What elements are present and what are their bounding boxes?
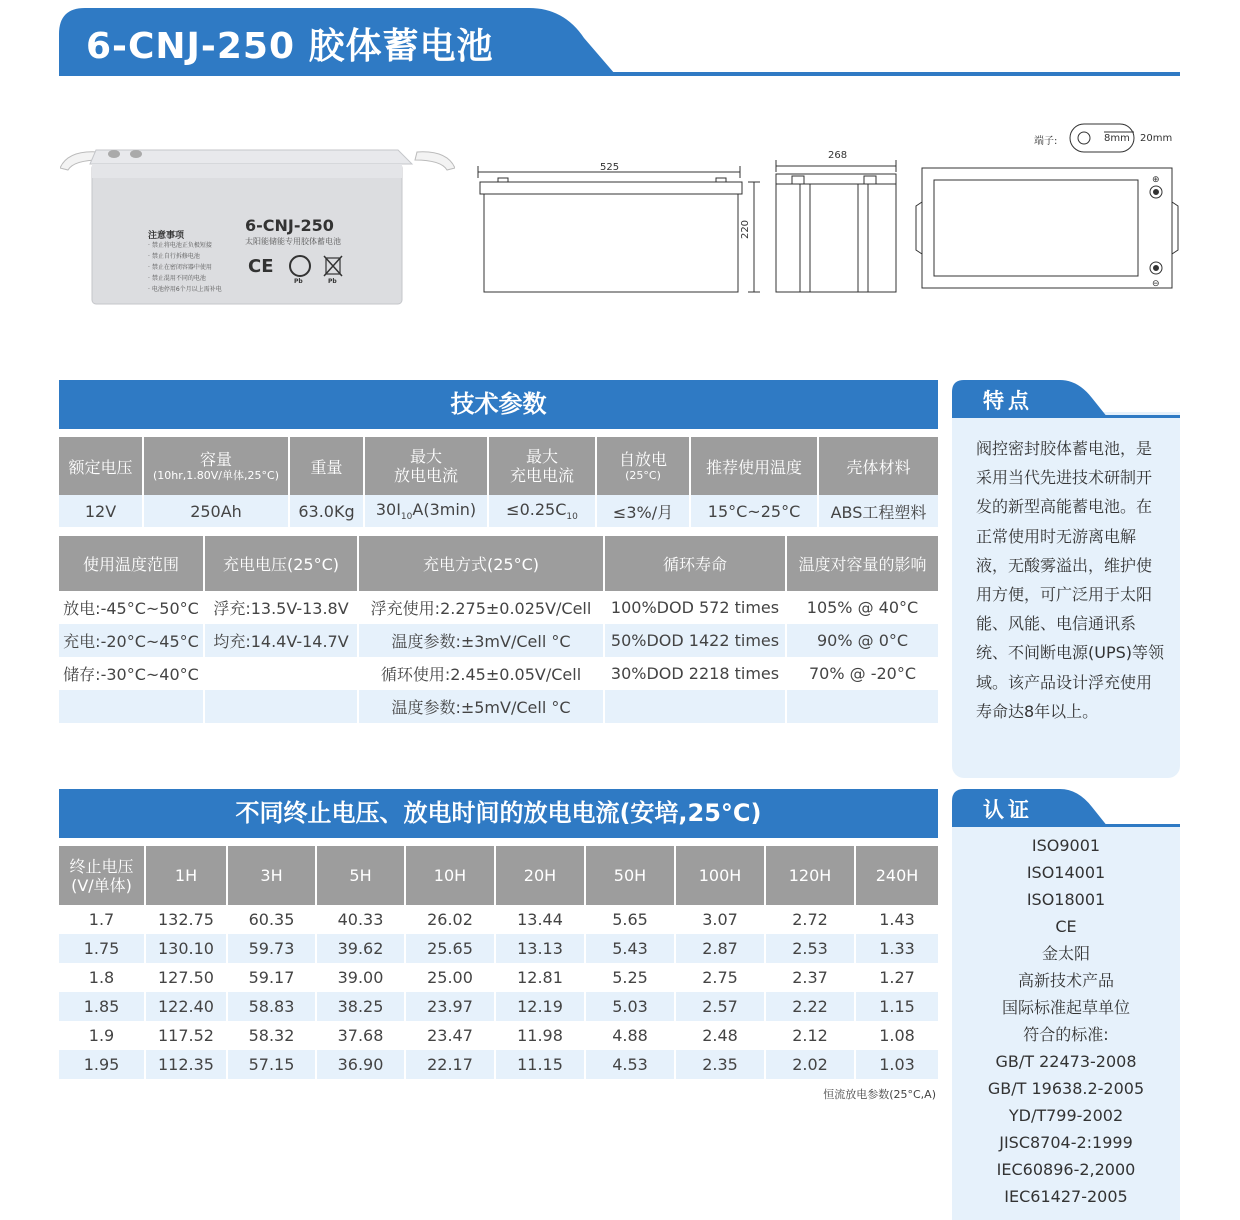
- tech-header-rec-temp: 推荐使用温度: [690, 437, 818, 495]
- discharge-cutoff-cell: 1.95: [59, 1050, 145, 1079]
- discharge-row: [59, 963, 938, 992]
- discharge-value-cell: 1.43: [879, 910, 915, 929]
- terminal-outer-size: 20mm: [1140, 133, 1173, 144]
- discharge-value-cell: 4.88: [585, 1021, 675, 1050]
- discharge-header-col: 100H: [675, 846, 765, 905]
- tech-header-max-discharge: 最大 放电电流: [364, 437, 488, 495]
- usage-cell: 浮充:13.5V-13.8V: [204, 591, 358, 624]
- tech-header-weight: 重量: [289, 437, 364, 495]
- cert-item: IEC60896-2,2000: [996, 1160, 1136, 1179]
- usage-cell: [786, 690, 938, 723]
- usage-cell: 90% @ 0°C: [786, 624, 938, 657]
- cert-item: GB/T 22473-2008: [995, 1052, 1137, 1071]
- battery-photo: [60, 136, 455, 311]
- cert-item: YD/T799-2002: [1008, 1106, 1124, 1125]
- pb-mark: Pb: [294, 278, 303, 285]
- discharge-value-cell: 22.17: [405, 1050, 495, 1079]
- discharge-value-cell: 2.12: [765, 1021, 855, 1050]
- battery-notice-line: · 禁止混用不同的电池: [148, 275, 206, 282]
- usage-header-temp-range: 使用温度范围: [59, 536, 204, 591]
- discharge-value-cell: 5.43: [585, 934, 675, 963]
- svg-text:⊖: ⊖: [1152, 279, 1160, 289]
- battery-model-label: 6-CNJ-250: [245, 216, 334, 235]
- discharge-value-cell: 59.73: [227, 934, 316, 963]
- terminal-label: 端子:: [1034, 136, 1058, 147]
- discharge-header-col: 50H: [585, 846, 675, 905]
- certs-list: [952, 832, 1180, 1210]
- discharge-value-cell: 37.68: [316, 1021, 405, 1050]
- tech-value-case: ABS工程塑料: [818, 495, 938, 527]
- discharge-row: [59, 934, 938, 963]
- discharge-value-cell: 2.37: [765, 963, 855, 992]
- tech-header-voltage: 额定电压: [59, 437, 143, 495]
- discharge-value-cell: 2.87: [675, 934, 765, 963]
- discharge-value-cell: 13.13: [495, 934, 585, 963]
- battery-notice-line: · 电池停用6个月以上需补电: [148, 286, 222, 293]
- discharge-header-col: 240H: [855, 846, 938, 905]
- battery-notice-line: · 禁止在密闭容器中使用: [148, 264, 212, 271]
- usage-cell: 均充:14.4V-14.7V: [204, 624, 358, 657]
- usage-cell: 放电:-45°C~50°C: [59, 591, 204, 624]
- cert-item: JISC8704-2:1999: [999, 1133, 1133, 1152]
- discharge-value-cell: 5.03: [585, 992, 675, 1021]
- usage-header-charge-voltage: 充电电压(25°C): [204, 536, 358, 591]
- discharge-cutoff-cell: 1.8: [59, 963, 145, 992]
- terminal-inner-size: 8mm: [1104, 133, 1130, 144]
- usage-header-charge-method: 充电方式(25°C): [358, 536, 604, 591]
- dimension-drawings: [470, 120, 1180, 300]
- discharge-value-cell: 26.02: [405, 905, 495, 934]
- tech-params-table: [59, 437, 938, 527]
- discharge-value-cell: 3.07: [675, 905, 765, 934]
- discharge-row: [59, 1021, 938, 1050]
- cert-item: GB/T 19638.2-2005: [987, 1079, 1145, 1098]
- discharge-header-col: 1H: [145, 846, 227, 905]
- discharge-value-cell: 12.19: [495, 992, 585, 1021]
- tech-params-title: 技术参数: [450, 390, 547, 418]
- usage-cell: 105% @ 40°C: [806, 598, 919, 617]
- tech-value-max-discharge: $30I_{10}A(3\min)$: [364, 495, 488, 527]
- tech-header-capacity: 容量 (10hr,1.80V/单体,25°C): [143, 437, 289, 495]
- discharge-value-cell: 58.83: [227, 992, 316, 1021]
- certs-tab: [952, 789, 1180, 827]
- discharge-value-cell: 58.32: [227, 1021, 316, 1050]
- discharge-title: 不同终止电压、放电时间的放电电流(安培,25°C): [235, 799, 762, 827]
- cert-item: 符合的标准:: [1023, 1025, 1109, 1044]
- cert-item: ISO18001: [1026, 890, 1106, 909]
- discharge-value-cell: 1.33: [855, 934, 938, 963]
- features-panel: [952, 412, 1180, 778]
- usage-cell: 浮充使用:2.275±0.025V/Cell: [358, 591, 604, 624]
- usage-cell: 充电:-20°C~45°C: [59, 624, 204, 657]
- certs-title: 认证: [983, 798, 1033, 822]
- usage-cell: 循环使用:2.45±0.05V/Cell: [358, 657, 604, 690]
- discharge-value-cell: 13.44: [495, 905, 585, 934]
- discharge-value-cell: 23.47: [405, 1021, 495, 1050]
- discharge-value-cell: 2.75: [675, 963, 765, 992]
- usage-cell: 70% @ -20°C: [808, 664, 917, 683]
- discharge-value-cell: 59.17: [227, 963, 316, 992]
- svg-text:⊕: ⊕: [1152, 175, 1160, 185]
- usage-cell: 储存:-30°C~40°C: [59, 657, 204, 690]
- discharge-value-cell: 25.00: [405, 963, 495, 992]
- tech-value-weight: 63.0Kg: [289, 495, 364, 527]
- tech-params-title-bar: [59, 380, 938, 429]
- discharge-value-cell: 40.33: [316, 905, 405, 934]
- discharge-footnote: 恒流放电参数(25°C,A): [823, 1088, 936, 1101]
- discharge-header-col: 10H: [405, 846, 495, 905]
- discharge-value-cell: 5.65: [585, 905, 675, 934]
- certs-panel: [952, 824, 1180, 1220]
- tech-header-self-discharge: 自放电 (25°C): [596, 437, 690, 495]
- cert-item: ISO9001: [1031, 836, 1101, 855]
- battery-notice-title: 注意事项: [148, 231, 185, 241]
- discharge-row: [59, 1050, 938, 1079]
- discharge-cutoff-cell: 1.85: [59, 992, 145, 1021]
- discharge-value-cell: 2.48: [675, 1021, 765, 1050]
- discharge-value-cell: 132.75: [145, 905, 227, 934]
- discharge-table: [59, 846, 938, 1079]
- discharge-cutoff-cell: 1.75: [59, 934, 145, 963]
- dimension-width: 268: [828, 150, 848, 161]
- usage-cell: 温度参数:±5mV/Cell °C: [358, 690, 604, 723]
- discharge-cutoff-cell: 1.9: [59, 1021, 145, 1050]
- discharge-value-cell: 4.53: [585, 1050, 675, 1079]
- ce-mark: CE: [248, 256, 274, 277]
- discharge-value-cell: 11.15: [495, 1050, 585, 1079]
- tech-value-voltage: 12V: [59, 495, 143, 527]
- discharge-value-cell: 39.62: [316, 934, 405, 963]
- features-text: 阀控密封胶体蓄电池，是采用当代先进技术研制开发的新型高能蓄电池。在正常使用时无游离电解液，无酸雾溢出，维护使用方便，可广泛用于太阳能、风能、电信通讯系统、不间断电源(UPS)等领域。该产品设计浮充使用寿命达8年以上。: [976, 439, 1165, 721]
- usage-cell: [204, 657, 358, 690]
- discharge-title-bar: [59, 789, 938, 838]
- discharge-value-cell: 57.15: [227, 1050, 316, 1079]
- usage-cell: [204, 690, 358, 723]
- discharge-value-cell: 2.02: [765, 1050, 855, 1079]
- discharge-value-cell: 23.97: [405, 992, 495, 1021]
- usage-cell: [604, 690, 786, 723]
- discharge-value-cell: 39.00: [316, 963, 405, 992]
- discharge-value-cell: 1.03: [855, 1050, 938, 1079]
- battery-subtitle-label: 太阳能储能专用胶体蓄电池: [245, 237, 341, 246]
- discharge-value-cell: 127.50: [145, 963, 227, 992]
- discharge-value-cell: 12.81: [495, 963, 585, 992]
- tech-value-max-charge: $\le 0.25C_{10}$: [488, 495, 596, 527]
- discharge-value-cell: 5.25: [585, 963, 675, 992]
- usage-header-cycle-life: 循环寿命: [604, 536, 786, 591]
- discharge-value-cell: 2.57: [675, 992, 765, 1021]
- tech-value-rec-temp: 15°C~25°C: [690, 495, 818, 527]
- discharge-header-col: 120H: [765, 846, 855, 905]
- discharge-header-cutoff: 终止电压 (V/单体): [59, 846, 145, 905]
- discharge-value-cell: 122.40: [145, 992, 227, 1021]
- discharge-value-cell: 25.65: [405, 934, 495, 963]
- usage-cell: 100%DOD 572 times: [604, 591, 786, 624]
- tech-header-case: 壳体材料: [818, 437, 938, 495]
- discharge-value-cell: 2.22: [765, 992, 855, 1021]
- tech-value-self-discharge: ≤3%/月: [596, 495, 690, 527]
- discharge-row: [59, 992, 938, 1021]
- cert-item: IEC61427-2005: [1004, 1187, 1128, 1206]
- usage-cell: [59, 690, 204, 723]
- cert-item: 国际标准起草单位: [1001, 998, 1130, 1017]
- features-tab: [952, 380, 1180, 418]
- usage-cell: 温度参数:±3mV/Cell °C: [358, 624, 604, 657]
- discharge-value-cell: 1.15: [855, 992, 938, 1021]
- discharge-value-cell: 2.53: [765, 934, 855, 963]
- pb-mark: Pb: [328, 278, 337, 285]
- discharge-value-cell: 1.27: [879, 968, 915, 987]
- discharge-value-cell: 36.90: [316, 1050, 405, 1079]
- discharge-cutoff-cell: 1.7: [59, 905, 145, 934]
- discharge-header-col: 3H: [227, 846, 316, 905]
- discharge-value-cell: 130.10: [145, 934, 227, 963]
- cert-item: CE: [1055, 917, 1077, 936]
- discharge-value-cell: 2.72: [765, 905, 855, 934]
- usage-params-table: [59, 536, 938, 723]
- discharge-value-cell: 11.98: [495, 1021, 585, 1050]
- cert-item: ISO14001: [1026, 863, 1106, 882]
- battery-notice-lines: [148, 240, 222, 295]
- technical-drawings: [470, 120, 1180, 300]
- discharge-header-col: 20H: [495, 846, 585, 905]
- dimension-length: 525: [600, 162, 620, 173]
- battery-notice-line: · 禁止自行拆修电池: [148, 253, 200, 260]
- discharge-value-cell: 1.08: [879, 1026, 915, 1045]
- discharge-row: [59, 905, 938, 934]
- battery-notice-line: · 禁止将电池正负极短接: [148, 242, 212, 249]
- header-tab: [59, 8, 619, 74]
- tech-value-capacity: 250Ah: [143, 495, 289, 527]
- usage-header-temp-effect: 温度对容量的影响: [786, 536, 938, 591]
- cert-item: 高新技术产品: [1017, 971, 1114, 990]
- header-divider: [59, 72, 1180, 76]
- usage-cell: 30%DOD 2218 times: [604, 657, 786, 690]
- tech-header-max-charge: 最大 充电电流: [488, 437, 596, 495]
- discharge-value-cell: 60.35: [227, 905, 316, 934]
- discharge-header-col: 5H: [316, 846, 405, 905]
- discharge-value-cell: 38.25: [316, 992, 405, 1021]
- discharge-value-cell: 117.52: [145, 1021, 227, 1050]
- cert-item: 金太阳: [1041, 944, 1090, 963]
- dimension-height: 220: [740, 219, 752, 240]
- discharge-value-cell: 112.35: [145, 1050, 227, 1079]
- usage-cell: 50%DOD 1422 times: [604, 624, 786, 657]
- page-title: 6-CNJ-250 胶体蓄电池: [86, 26, 494, 67]
- discharge-value-cell: 2.35: [675, 1050, 765, 1079]
- features-title: 特点: [983, 389, 1033, 413]
